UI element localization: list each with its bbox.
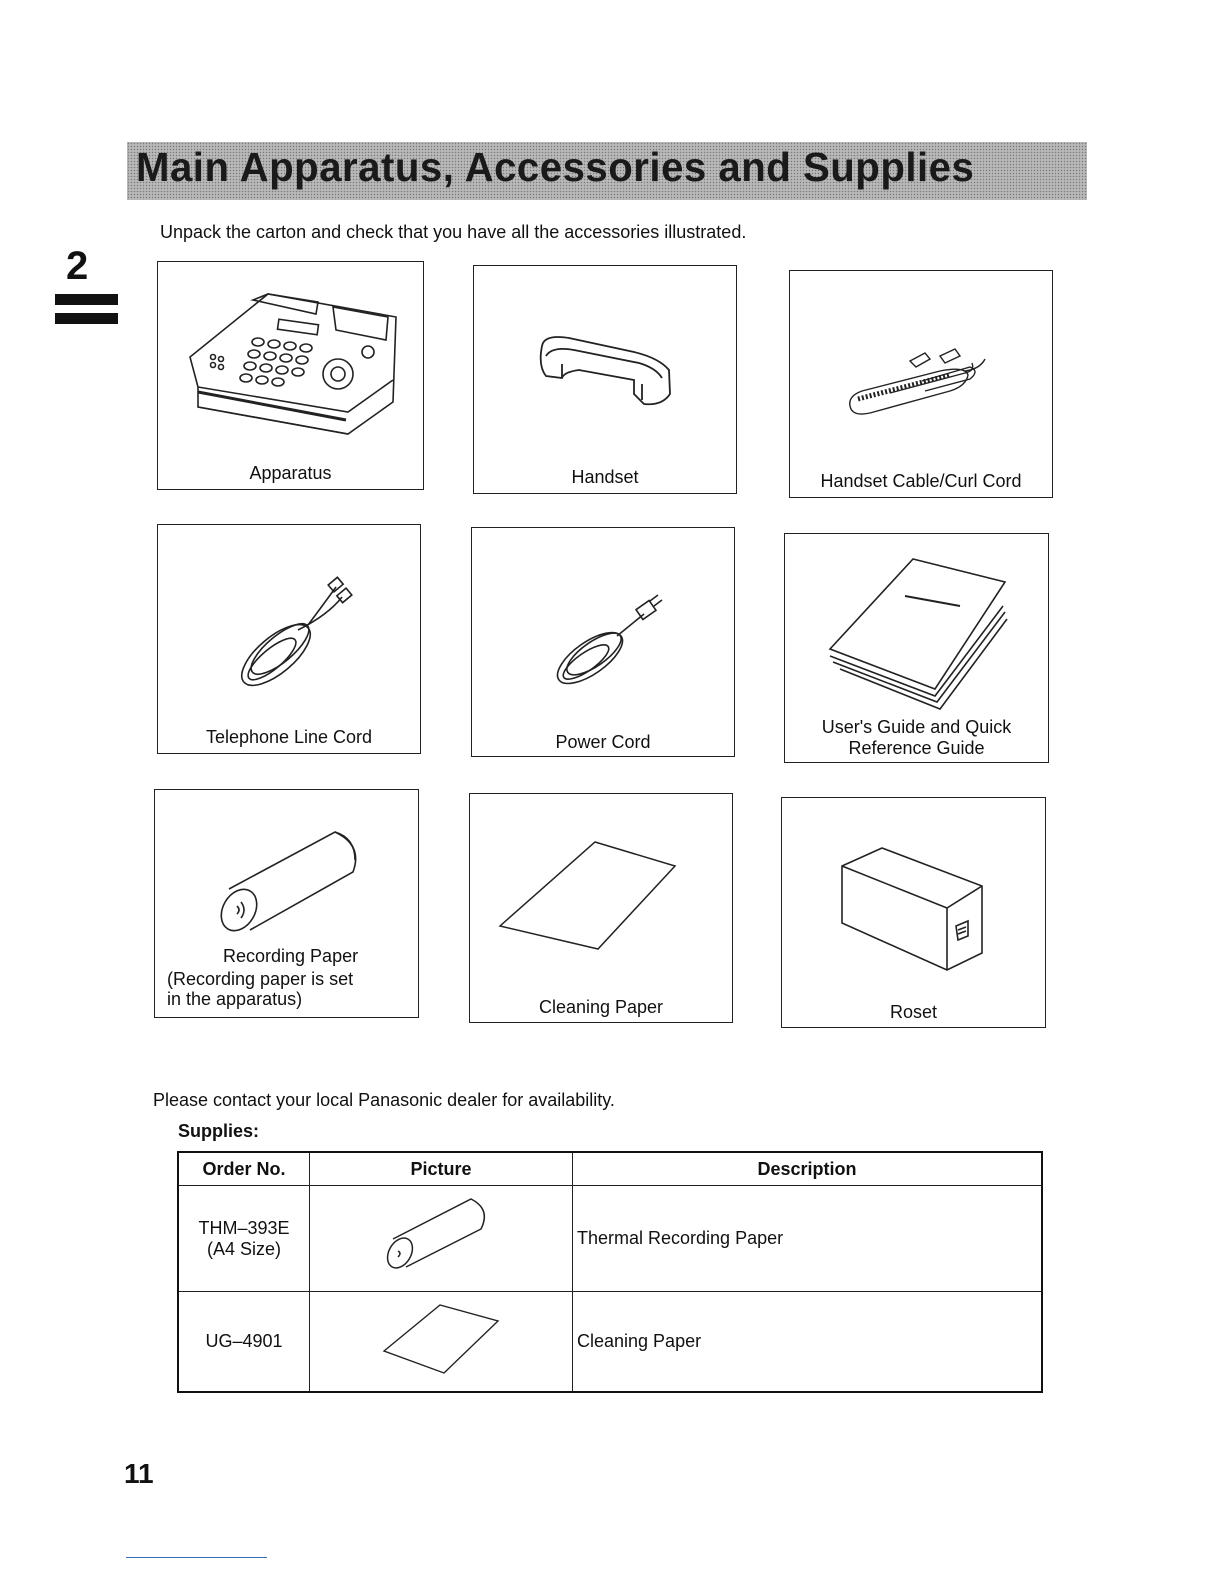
picture-cell (310, 1186, 573, 1292)
accessory-box-recording-paper (154, 789, 419, 1018)
accessory-box-cleaning-paper (469, 793, 733, 1023)
accessory-label: Handset (571, 467, 639, 487)
cleaning-paper-icon (470, 794, 732, 1022)
handset-icon (474, 266, 736, 493)
accessory-label: Apparatus (249, 463, 332, 483)
accessory-box-curl-cord (789, 270, 1053, 498)
curl-cord-icon (790, 271, 1052, 497)
chapter-bar (55, 294, 118, 305)
table-row (178, 1292, 1042, 1392)
accessory-label-line: (Recording paper is set (167, 969, 354, 989)
order-no-size: (A4 Size) (206, 1238, 282, 1259)
accessory-label: Power Cord (555, 732, 651, 752)
contact-note: Please contact your local Panasonic dealer for availability. (153, 1090, 615, 1110)
picture-cell (310, 1292, 573, 1392)
accessory-label-line: Reference Guide (848, 738, 985, 758)
footer-line (126, 1557, 267, 1558)
header-picture: Picture (310, 1152, 573, 1186)
header-order-no: Order No. (178, 1152, 310, 1186)
supplies-table (177, 1151, 1043, 1393)
intro-text: Unpack the carton and check that you have all the accessories illustrated. (160, 222, 747, 242)
accessory-box-manual (784, 533, 1049, 763)
page-title: Main Apparatus, Accessories and Supplies (136, 144, 975, 190)
accessory-label-line: in the apparatus) (167, 989, 303, 1009)
accessory-box-apparatus (157, 261, 424, 490)
supplies-heading: Supplies: (178, 1121, 260, 1141)
table-row (178, 1186, 1042, 1292)
accessory-label: Roset (889, 1002, 938, 1022)
accessory-box-power-cord (471, 527, 735, 757)
order-no: UG–4901 (178, 1292, 310, 1392)
accessory-box-roset (781, 797, 1046, 1028)
roset-icon (782, 798, 1045, 1027)
accessory-label: Telephone Line Cord (205, 727, 373, 747)
chapter-number: 2 (66, 244, 89, 288)
fax-machine-icon (158, 262, 423, 489)
accessory-label: Handset Cable/Curl Cord (820, 471, 1022, 491)
order-no-cell (178, 1186, 310, 1292)
header-description: Description (573, 1152, 1043, 1186)
description-cell: Cleaning Paper (573, 1292, 1043, 1392)
page-number: 11 (124, 1458, 154, 1489)
paper-roll-icon (376, 1191, 506, 1281)
accessory-label-line: Recording Paper (223, 946, 359, 966)
description-cell: Thermal Recording Paper (573, 1186, 1043, 1292)
order-no: THM–393E (198, 1217, 290, 1238)
cleaning-paper-icon (376, 1299, 506, 1379)
accessory-box-telephone-line-cord (157, 524, 421, 754)
power-cord-icon (472, 528, 734, 756)
accessory-label-line: User's Guide and Quick (821, 717, 1012, 737)
accessory-box-handset (473, 265, 737, 494)
chapter-bar (55, 313, 118, 324)
accessory-label: Cleaning Paper (538, 997, 664, 1017)
telephone-line-cord-icon (158, 525, 420, 753)
table-header-row (178, 1152, 1042, 1186)
